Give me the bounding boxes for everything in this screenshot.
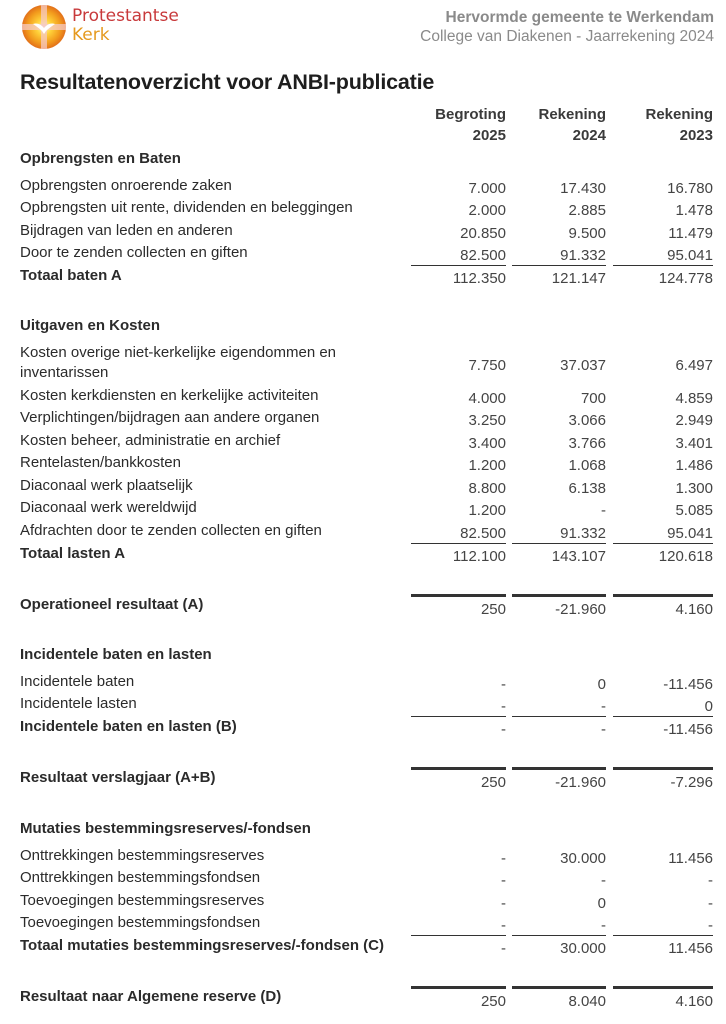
table-row [20, 498, 713, 520]
value-begroting-2025: 7.000 [468, 180, 506, 197]
column-header-line1: Rekening [645, 106, 713, 123]
value-rekening-2023: 16.780 [667, 180, 713, 197]
value-rekening-2023: 4.160 [675, 993, 713, 1010]
table-row [20, 431, 713, 453]
section-heading-mutaties: Mutaties bestemmingsreserves/-fondsen [20, 820, 311, 837]
value-rekening-2024: - [601, 917, 606, 934]
value-begroting-2025: 20.850 [460, 225, 506, 242]
table-row [20, 176, 713, 198]
value-rekening-2024: 37.037 [560, 357, 606, 374]
value-begroting-2025: - [501, 698, 506, 715]
row-label: Resultaat verslagjaar (A+B) [20, 769, 216, 786]
document-subtitle: College van Diakenen - Jaarrekening 2024 [420, 28, 714, 45]
value-rekening-2024: - [601, 502, 606, 519]
value-rekening-2023: 95.041 [667, 247, 713, 264]
value-rekening-2023: 5.085 [675, 502, 713, 519]
value-rekening-2024: 30.000 [560, 850, 606, 867]
value-begroting-2025: 112.350 [452, 270, 506, 287]
protestantse-kerk-logo-icon [21, 4, 67, 50]
column-header-line2: 2024 [572, 127, 606, 144]
value-rekening-2023: -7.296 [670, 774, 713, 791]
row-label: Kosten overige niet-kerkelijke eigendommen en [20, 344, 337, 361]
value-rekening-2024: 143.107 [551, 548, 606, 565]
row-label: Opbrengsten uit rente, dividenden en beleggingen [20, 199, 353, 216]
section-heading-incidenteel: Incidentele baten en lasten [20, 646, 212, 663]
total-row-baten [20, 266, 713, 288]
value-begroting-2025: 112.100 [452, 548, 506, 565]
logo-wordmark [72, 7, 179, 45]
value-rekening-2023: 95.041 [667, 525, 713, 542]
value-rekening-2023: 3.401 [675, 435, 713, 452]
table-row [20, 408, 713, 430]
row-label: Diaconaal werk wereldwijd [20, 499, 197, 516]
result-row-verslagjaar [20, 768, 713, 790]
value-begroting-2025: 8.800 [468, 480, 506, 497]
column-header-line2: 2025 [472, 127, 506, 144]
row-label: Resultaat naar Algemene reserve (D) [20, 988, 282, 1005]
value-rekening-2023: 2.949 [675, 412, 713, 429]
column-header-begroting-2025 [435, 104, 506, 146]
value-rekening-2024: 30.000 [560, 940, 606, 957]
row-label: Bijdragen van leden en anderen [20, 222, 233, 239]
table-row [20, 476, 713, 498]
column-header-line1: Rekening [538, 106, 606, 123]
value-rekening-2024: - [601, 698, 606, 715]
organization-name: Hervormde gemeente te Werkendam [445, 9, 714, 26]
value-rekening-2024: 3.066 [568, 412, 606, 429]
column-header-line2: 2023 [679, 127, 713, 144]
value-rekening-2024: 91.332 [560, 525, 606, 542]
row-label: Toevoegingen bestemmingsfondsen [20, 914, 261, 931]
value-begroting-2025: 3.400 [468, 435, 506, 452]
value-begroting-2025: - [501, 917, 506, 934]
value-begroting-2025: 1.200 [468, 457, 506, 474]
value-rekening-2024: 121.147 [551, 270, 606, 287]
row-label: Incidentele lasten [20, 695, 137, 712]
value-rekening-2024: -21.960 [555, 601, 606, 618]
value-begroting-2025: 250 [480, 601, 506, 618]
value-rekening-2024: 6.138 [568, 480, 606, 497]
total-row-mutaties [20, 936, 713, 958]
row-label: Incidentele baten en lasten (B) [20, 718, 237, 735]
table-row [20, 672, 713, 694]
value-rekening-2023: 4.160 [675, 601, 713, 618]
table-row [20, 198, 713, 220]
value-rekening-2024: 3.766 [568, 435, 606, 452]
value-rekening-2023: 1.486 [675, 457, 713, 474]
result-row-operationeel [20, 595, 713, 617]
table-row [20, 453, 713, 475]
value-begroting-2025: 2.000 [468, 202, 506, 219]
row-label: Opbrengsten onroerende zaken [20, 177, 232, 194]
table-row [20, 891, 713, 913]
value-rekening-2024: 8.040 [568, 993, 606, 1010]
table-row [20, 221, 713, 243]
value-begroting-2025: - [501, 940, 506, 957]
value-rekening-2023: -11.456 [663, 721, 713, 738]
row-label: Onttrekkingen bestemmingsfondsen [20, 869, 261, 886]
value-rekening-2023: 120.618 [658, 548, 713, 565]
value-rekening-2023: 124.778 [658, 270, 713, 287]
total-row-incidenteel [20, 717, 713, 739]
value-begroting-2025: 82.500 [460, 525, 506, 542]
value-rekening-2023: -11.456 [663, 676, 713, 693]
value-begroting-2025: 4.000 [468, 390, 506, 407]
value-rekening-2023: - [708, 895, 713, 912]
row-label: Door te zenden collecten en giften [20, 244, 248, 261]
table-row [20, 386, 713, 408]
table-row [20, 868, 713, 890]
row-label: Kosten kerkdiensten en kerkelijke activiteiten [20, 387, 319, 404]
document-header [420, 8, 714, 46]
section-heading-lasten: Uitgaven en Kosten [20, 317, 161, 334]
table-row [20, 521, 713, 543]
row-label: Operationeel resultaat (A) [20, 596, 204, 613]
table-row [20, 243, 713, 265]
value-rekening-2023: 4.859 [675, 390, 713, 407]
row-label: Totaal baten A [20, 267, 122, 284]
value-rekening-2023: 0 [704, 698, 713, 715]
value-rekening-2024: 17.430 [560, 180, 606, 197]
value-rekening-2023: 11.479 [668, 225, 713, 242]
value-rekening-2024: 2.885 [568, 202, 606, 219]
value-begroting-2025: 7.750 [468, 357, 506, 374]
row-label: Totaal lasten A [20, 545, 126, 562]
value-begroting-2025: 1.200 [468, 502, 506, 519]
row-label: Onttrekkingen bestemmingsreserves [20, 847, 265, 864]
value-begroting-2025: - [501, 676, 506, 693]
section-heading-baten: Opbrengsten en Baten [20, 150, 181, 167]
table-row [20, 343, 713, 383]
row-label: Toevoegingen bestemmingsreserves [20, 892, 265, 909]
total-row-lasten [20, 544, 713, 566]
logo-line-1: Protestantse [72, 6, 179, 26]
column-header-rekening-2024 [538, 104, 606, 146]
value-rekening-2024: 0 [597, 895, 606, 912]
value-rekening-2023: - [708, 872, 713, 889]
row-label: Diaconaal werk plaatselijk [20, 477, 193, 494]
table-row [20, 846, 713, 868]
value-rekening-2024: 0 [597, 676, 606, 693]
row-label: Rentelasten/bankkosten [20, 454, 181, 471]
table-row [20, 694, 713, 716]
value-rekening-2024: - [601, 721, 606, 738]
row-label: Kosten beheer, administratie en archief [20, 432, 281, 449]
row-label-continued: inventarissen [20, 364, 109, 381]
value-rekening-2023: 6.497 [675, 357, 713, 374]
value-begroting-2025: 250 [480, 993, 506, 1010]
value-rekening-2024: -21.960 [555, 774, 606, 791]
column-header-line1: Begroting [435, 106, 506, 123]
value-rekening-2024: - [601, 872, 606, 889]
value-rekening-2023: 11.456 [668, 940, 713, 957]
value-begroting-2025: - [501, 721, 506, 738]
row-label: Afdrachten door te zenden collecten en giften [20, 522, 322, 539]
value-rekening-2023: 1.478 [675, 202, 713, 219]
column-header-rekening-2023 [645, 104, 713, 146]
value-rekening-2024: 91.332 [560, 247, 606, 264]
value-rekening-2024: 700 [580, 390, 606, 407]
result-row-algemene-reserve [20, 987, 713, 1009]
value-begroting-2025: - [501, 850, 506, 867]
value-rekening-2024: 9.500 [568, 225, 606, 242]
value-rekening-2023: 1.300 [675, 480, 713, 497]
row-label: Incidentele baten [20, 673, 135, 690]
value-begroting-2025: 3.250 [468, 412, 506, 429]
logo-line-2: Kerk [72, 25, 110, 45]
value-rekening-2023: 11.456 [668, 850, 713, 867]
row-label: Totaal mutaties bestemmingsreserves/-fondsen (C) [20, 937, 384, 954]
page-title: Resultatenoverzicht voor ANBI-publicatie [20, 70, 435, 94]
row-label: Verplichtingen/bijdragen aan andere organen [20, 409, 320, 426]
value-rekening-2024: 1.068 [568, 457, 606, 474]
value-begroting-2025: - [501, 872, 506, 889]
value-rekening-2023: - [708, 917, 713, 934]
value-begroting-2025: - [501, 895, 506, 912]
value-begroting-2025: 250 [480, 774, 506, 791]
value-begroting-2025: 82.500 [460, 247, 506, 264]
table-row [20, 913, 713, 935]
